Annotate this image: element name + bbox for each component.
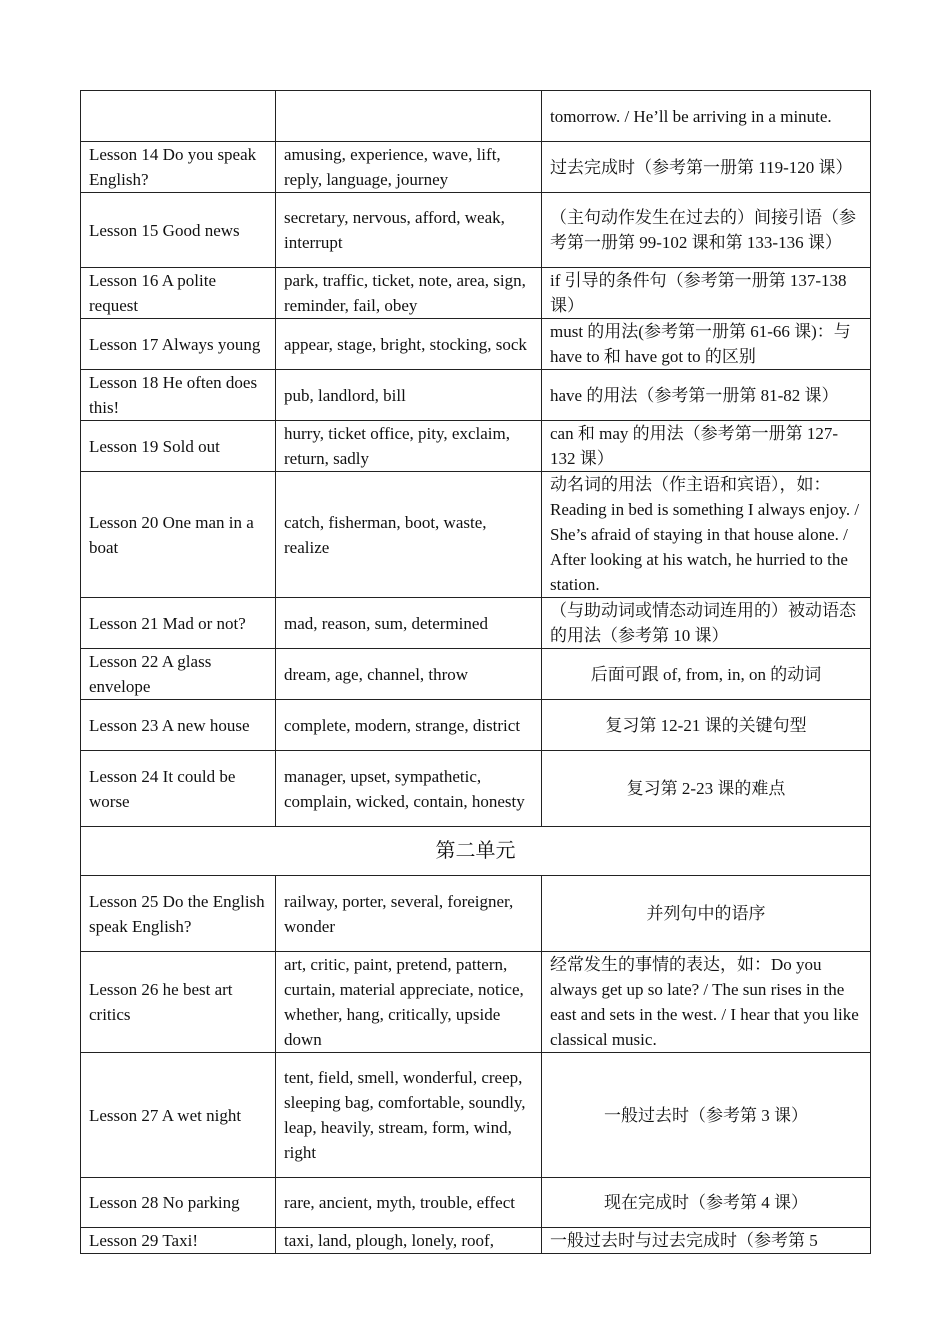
table-row (81, 142, 871, 193)
words-cell: amusing, experience, wave, lift, reply, language, journey (276, 142, 542, 193)
words-cell: taxi, land, plough, lonely, roof, (276, 1228, 542, 1254)
table-row (81, 319, 871, 370)
lesson-cell: Lesson 15 Good news (81, 193, 276, 268)
table-row (81, 1228, 871, 1254)
table-row (81, 649, 871, 700)
grammar-cell: 经常发生的事情的表达，如：Do you always get up so late? / The sun rises in the east and sets in the west. / I hear that you like classical music. (542, 952, 871, 1053)
lesson-cell: Lesson 21 Mad or not? (81, 598, 276, 649)
grammar-cell: must 的用法(参考第一册第 61-66 课)：与 have to 和 have got to 的区别 (542, 319, 871, 370)
grammar-cell: 复习第 12-21 课的关键句型 (542, 700, 871, 751)
table-row (81, 91, 871, 142)
lesson-cell: Lesson 27 A wet night (81, 1053, 276, 1178)
lesson-cell: Lesson 25 Do the English speak English? (81, 876, 276, 952)
table-row (81, 952, 871, 1053)
words-cell: secretary, nervous, afford, weak, interrupt (276, 193, 542, 268)
lesson-cell: Lesson 29 Taxi! (81, 1228, 276, 1254)
lesson-cell: Lesson 23 A new house (81, 700, 276, 751)
grammar-cell: （主句动作发生在过去的）间接引语（参考第一册第 99-102 课和第 133-136 课） (542, 193, 871, 268)
grammar-cell: 后面可跟 of, from, in, on 的动词 (542, 649, 871, 700)
words-cell: manager, upset, sympathetic, complain, wicked, contain, honesty (276, 751, 542, 827)
table-row (81, 268, 871, 319)
grammar-cell: tomorrow. / He’ll be arriving in a minute. (542, 91, 871, 142)
grammar-cell: can 和 may 的用法（参考第一册第 127-132 课） (542, 421, 871, 472)
unit-heading: 第二单元 (81, 827, 871, 876)
words-cell (276, 91, 542, 142)
lesson-cell: Lesson 24 It could be worse (81, 751, 276, 827)
unit-heading-row (81, 827, 871, 876)
table-row (81, 472, 871, 598)
grammar-cell: 一般过去时（参考第 3 课） (542, 1053, 871, 1178)
table-row (81, 1053, 871, 1178)
grammar-cell: 并列句中的语序 (542, 876, 871, 952)
table-row (81, 1178, 871, 1228)
lesson-cell (81, 91, 276, 142)
grammar-cell: 复习第 2-23 课的难点 (542, 751, 871, 827)
grammar-cell: if 引导的条件句（参考第一册第 137-138 课） (542, 268, 871, 319)
words-cell: appear, stage, bright, stocking, sock (276, 319, 542, 370)
grammar-cell: 一般过去时与过去完成时（参考第 5 (542, 1228, 871, 1254)
words-cell: tent, field, smell, wonderful, creep, sleeping bag, comfortable, soundly, leap, heavily, stream, form, wind, right (276, 1053, 542, 1178)
lesson-cell: Lesson 19 Sold out (81, 421, 276, 472)
words-cell: park, traffic, ticket, note, area, sign, reminder, fail, obey (276, 268, 542, 319)
words-cell: art, critic, paint, pretend, pattern, curtain, material appreciate, notice, whether, hang, critically, upside down (276, 952, 542, 1053)
words-cell: rare, ancient, myth, trouble, effect (276, 1178, 542, 1228)
lesson-cell: Lesson 16 A polite request (81, 268, 276, 319)
words-cell: hurry, ticket office, pity, exclaim, return, sadly (276, 421, 542, 472)
table-row (81, 193, 871, 268)
words-cell: dream, age, channel, throw (276, 649, 542, 700)
words-cell: complete, modern, strange, district (276, 700, 542, 751)
table-row (81, 751, 871, 827)
lesson-cell: Lesson 22 A glass envelope (81, 649, 276, 700)
table-row (81, 700, 871, 751)
grammar-cell: 过去完成时（参考第一册第 119-120 课） (542, 142, 871, 193)
words-cell: mad, reason, sum, determined (276, 598, 542, 649)
lesson-cell: Lesson 26 he best art critics (81, 952, 276, 1053)
lesson-cell: Lesson 20 One man in a boat (81, 472, 276, 598)
table-row (81, 421, 871, 472)
grammar-cell: （与助动词或情态动词连用的）被动语态的用法（参考第 10 课） (542, 598, 871, 649)
lesson-cell: Lesson 14 Do you speak English? (81, 142, 276, 193)
words-cell: railway, porter, several, foreigner, wonder (276, 876, 542, 952)
words-cell: catch, fisherman, boot, waste, realize (276, 472, 542, 598)
words-cell: pub, landlord, bill (276, 370, 542, 421)
table-row (81, 370, 871, 421)
lesson-cell: Lesson 28 No parking (81, 1178, 276, 1228)
grammar-cell: 动名词的用法（作主语和宾语），如：Reading in bed is something I always enjoy. / She’s afraid of staying in that house alone. / After looking at his watch, he hurried to the station. (542, 472, 871, 598)
lesson-cell: Lesson 18 He often does this! (81, 370, 276, 421)
lesson-table (80, 90, 871, 1254)
grammar-cell: 现在完成时（参考第 4 课） (542, 1178, 871, 1228)
table-row (81, 876, 871, 952)
grammar-cell: have 的用法（参考第一册第 81-82 课） (542, 370, 871, 421)
lesson-cell: Lesson 17 Always young (81, 319, 276, 370)
table-row (81, 598, 871, 649)
